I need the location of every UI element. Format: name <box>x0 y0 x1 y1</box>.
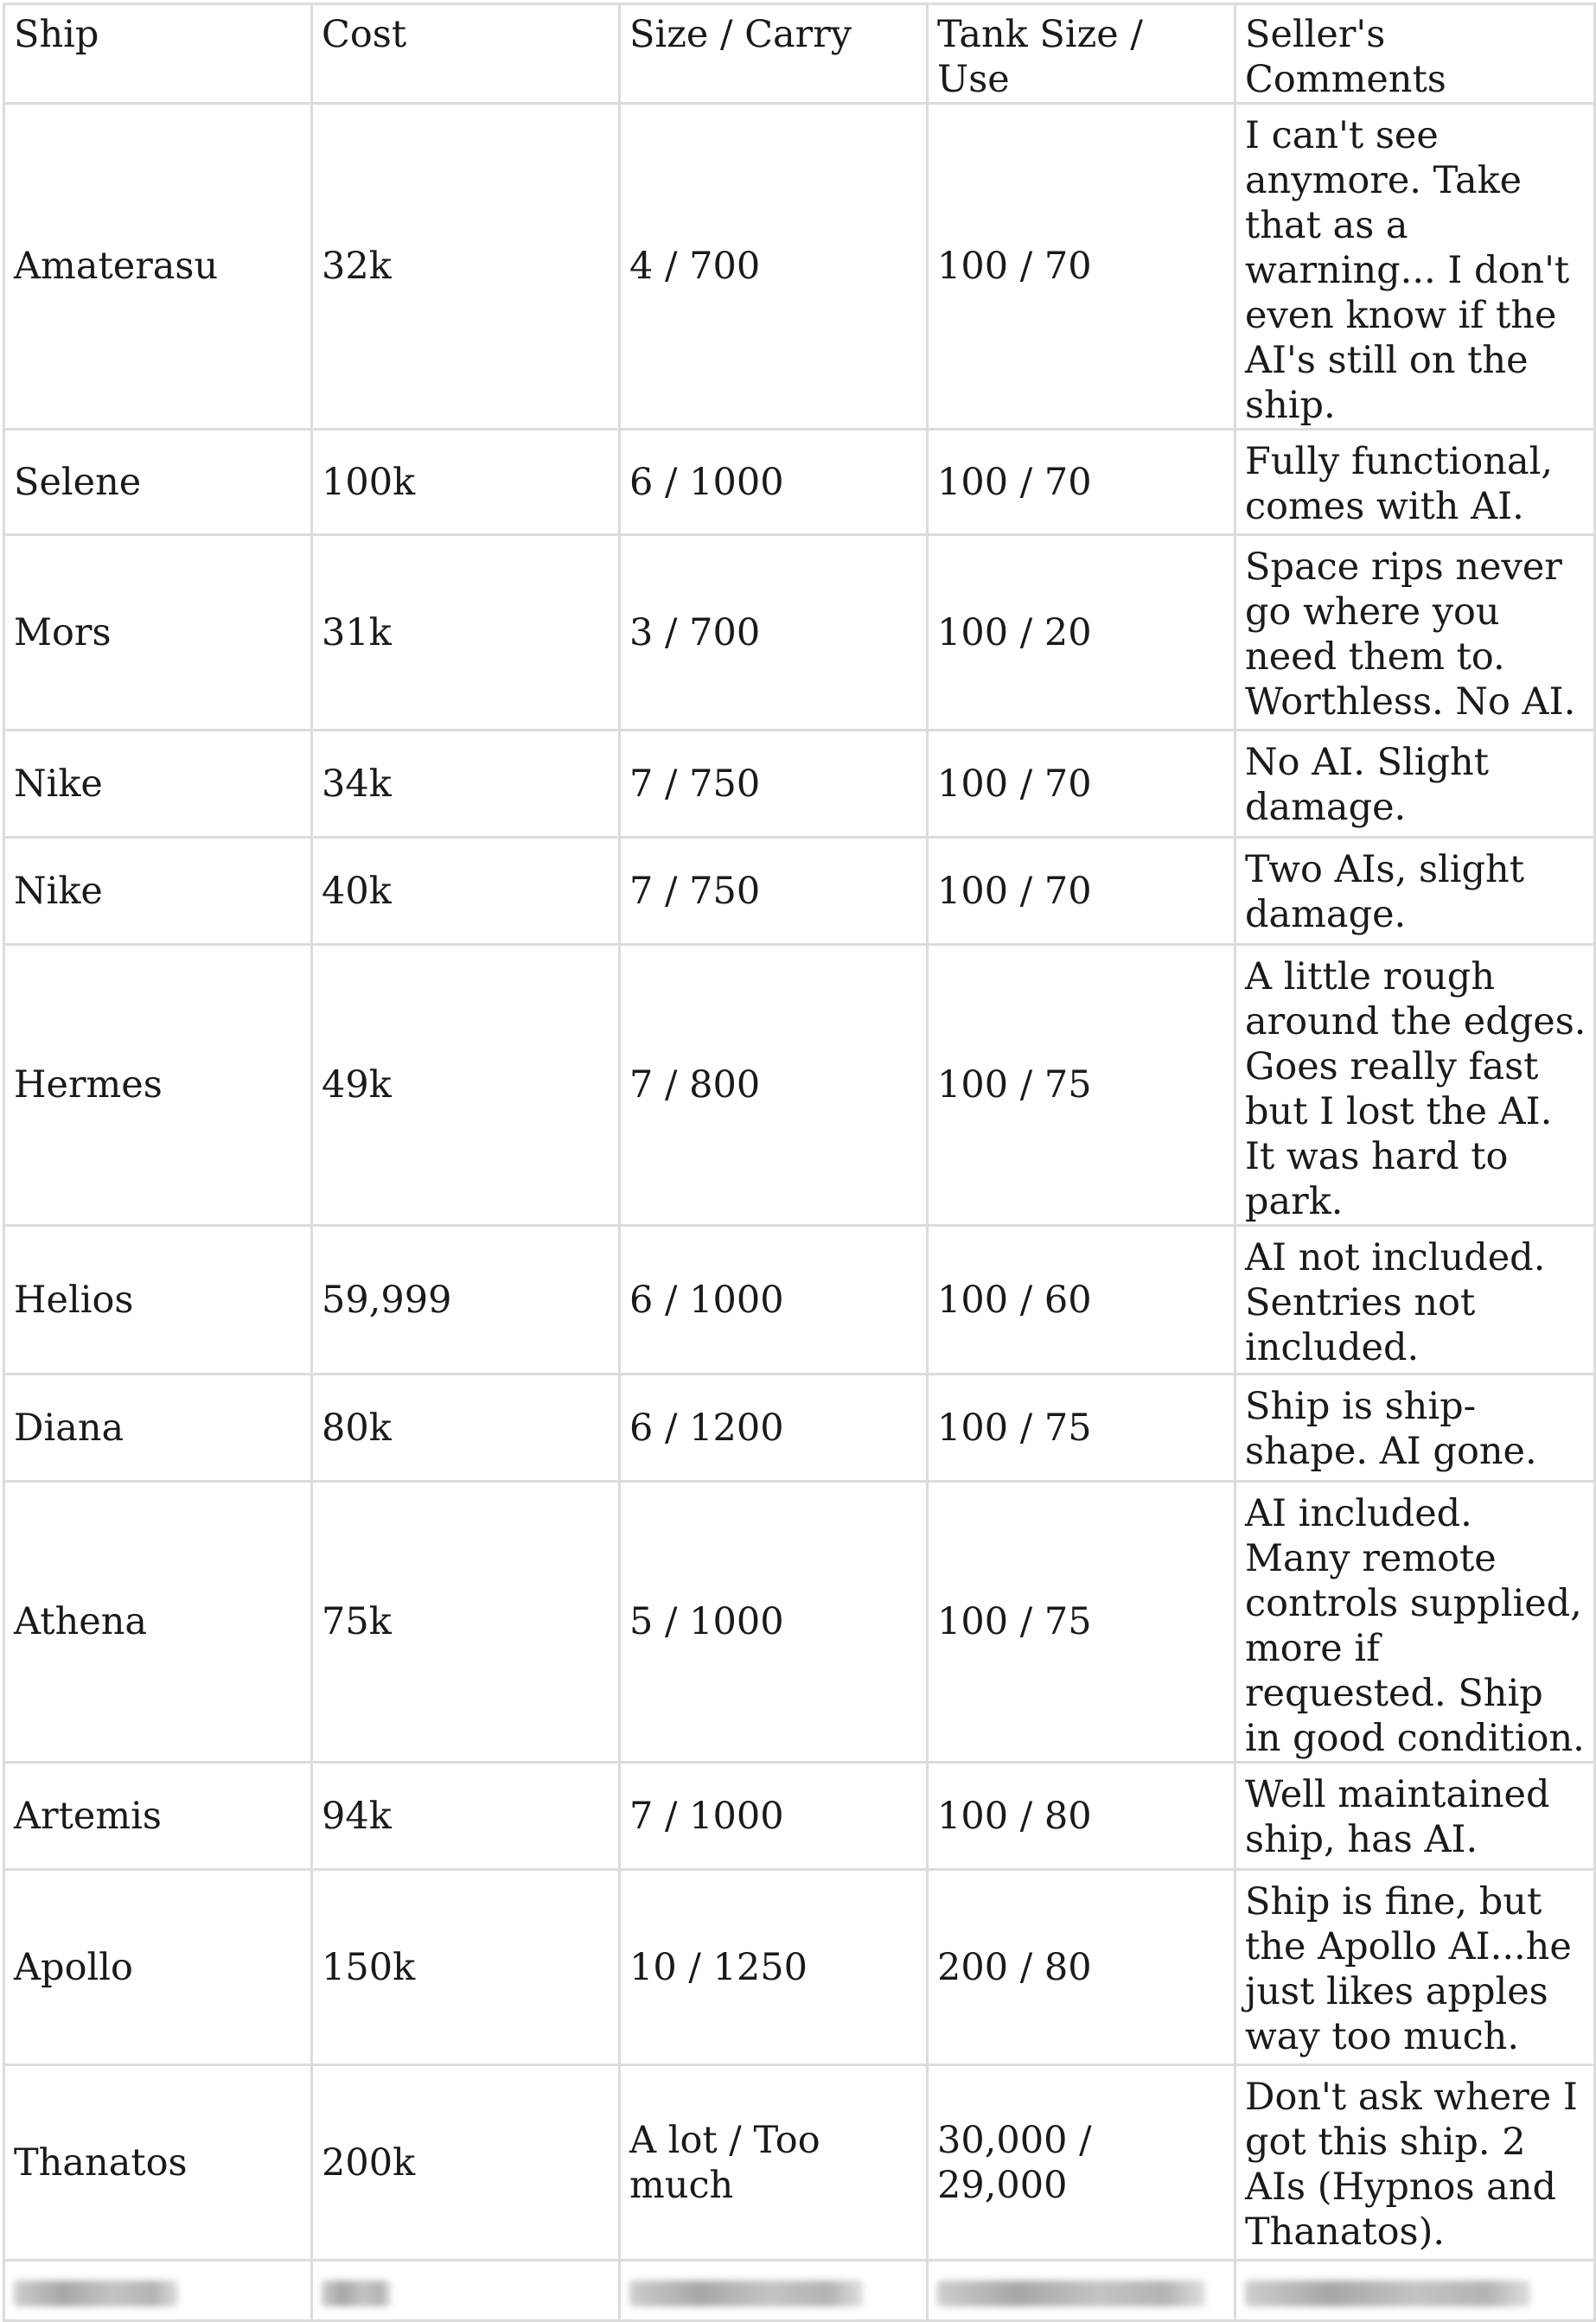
table-row <box>4 1870 1595 2065</box>
ship-size-carry: 7 / 750 <box>620 838 928 945</box>
ship-name: Diana <box>4 1375 312 1482</box>
ship-cost: 34k <box>312 730 620 838</box>
header-row <box>4 4 1595 104</box>
ship-name: Helios <box>4 1226 312 1375</box>
ship-tank-use: 100 / 70 <box>928 104 1235 430</box>
ship-name: Hermes <box>4 945 312 1226</box>
ship-tank-use: 100 / 70 <box>928 430 1235 535</box>
ship-size-carry: A lot / Too much <box>620 2065 928 2261</box>
table-row <box>4 1482 1595 1763</box>
ship-tank-use: 100 / 75 <box>928 1482 1235 1763</box>
seller-comment: Don't ask where I got this ship. 2 AIs (Hypnos and Thanatos). <box>1235 2065 1595 2261</box>
table-row <box>4 1375 1595 1482</box>
ship-size-carry: 6 / 1000 <box>620 430 928 535</box>
seller-comment: No AI. Slight damage. <box>1235 730 1595 838</box>
ship-cost: 150k <box>312 1870 620 2065</box>
table-row <box>4 430 1595 535</box>
header-ship: Ship <box>4 4 312 104</box>
table-row <box>4 945 1595 1226</box>
seller-comment: Space rips never go where you need them to. Worthless. No AI. <box>1235 535 1595 730</box>
blurred-row <box>4 2261 1595 2321</box>
ship-cost: 94k <box>312 1763 620 1870</box>
ship-tank-use: 100 / 80 <box>928 1763 1235 1870</box>
ship-tank-use: 30,000 / 29,000 <box>928 2065 1235 2261</box>
seller-comment: Two AIs, slight damage. <box>1235 838 1595 945</box>
ship-size-carry: 10 / 1250 <box>620 1870 928 2065</box>
ship-tank-use: 100 / 60 <box>928 1226 1235 1375</box>
ship-size-carry: 4 / 700 <box>620 104 928 430</box>
table-row <box>4 2065 1595 2261</box>
blurred-cell <box>4 2261 312 2321</box>
seller-comment: A little rough around the edges. Goes really fast but I lost the AI. It was hard to park. <box>1235 945 1595 1226</box>
table-row <box>4 1763 1595 1870</box>
seller-comment: Well maintained ship, has AI. <box>1235 1763 1595 1870</box>
ship-cost: 200k <box>312 2065 620 2261</box>
ship-tank-use: 100 / 75 <box>928 1375 1235 1482</box>
seller-comment: AI included. Many remote controls supplied, more if requested. Ship in good condition. <box>1235 1482 1595 1763</box>
ship-tank-use: 200 / 80 <box>928 1870 1235 2065</box>
ship-tank-use: 100 / 70 <box>928 838 1235 945</box>
seller-comment: I can't see anymore. Take that as a warning... I don't even know if the AI's still on the ship. <box>1235 104 1595 430</box>
ship-size-carry: 6 / 1200 <box>620 1375 928 1482</box>
ship-cost: 32k <box>312 104 620 430</box>
ship-size-carry: 7 / 800 <box>620 945 928 1226</box>
ship-cost: 80k <box>312 1375 620 1482</box>
ship-size-carry: 7 / 750 <box>620 730 928 838</box>
ship-size-carry: 5 / 1000 <box>620 1482 928 1763</box>
ship-name: Amaterasu <box>4 104 312 430</box>
seller-comment: Ship is ship-shape. AI gone. <box>1235 1375 1595 1482</box>
table-row <box>4 838 1595 945</box>
table-row <box>4 104 1595 430</box>
seller-comment: Fully functional, comes with AI. <box>1235 430 1595 535</box>
blurred-cell <box>928 2261 1235 2321</box>
ship-cost: 49k <box>312 945 620 1226</box>
header-tank-use: Tank Size / Use <box>928 4 1235 104</box>
table-row <box>4 1226 1595 1375</box>
ship-size-carry: 3 / 700 <box>620 535 928 730</box>
ship-size-carry: 6 / 1000 <box>620 1226 928 1375</box>
seller-comment: AI not included. Sentries not included. <box>1235 1226 1595 1375</box>
seller-comment: Ship is fine, but the Apollo AI...he just likes apples way too much. <box>1235 1870 1595 2065</box>
ship-cost: 75k <box>312 1482 620 1763</box>
ship-name: Nike <box>4 730 312 838</box>
header-size-carry: Size / Carry <box>620 4 928 104</box>
ship-cost: 40k <box>312 838 620 945</box>
blurred-cell <box>312 2261 620 2321</box>
ship-tank-use: 100 / 75 <box>928 945 1235 1226</box>
header-cost: Cost <box>312 4 620 104</box>
ship-name: Thanatos <box>4 2065 312 2261</box>
ship-cost: 59,999 <box>312 1226 620 1375</box>
blurred-cell <box>1235 2261 1595 2321</box>
header-comments: Seller's Comments <box>1235 4 1595 104</box>
ship-name: Athena <box>4 1482 312 1763</box>
ship-name: Nike <box>4 838 312 945</box>
ship-size-carry: 7 / 1000 <box>620 1763 928 1870</box>
ship-listings-table <box>3 3 1596 2322</box>
ship-name: Selene <box>4 430 312 535</box>
ship-tank-use: 100 / 20 <box>928 535 1235 730</box>
ship-cost: 100k <box>312 430 620 535</box>
blurred-cell <box>620 2261 928 2321</box>
ship-name: Artemis <box>4 1763 312 1870</box>
ship-cost: 31k <box>312 535 620 730</box>
ship-tank-use: 100 / 70 <box>928 730 1235 838</box>
table-row <box>4 535 1595 730</box>
ship-name: Mors <box>4 535 312 730</box>
ship-name: Apollo <box>4 1870 312 2065</box>
table-row <box>4 730 1595 838</box>
